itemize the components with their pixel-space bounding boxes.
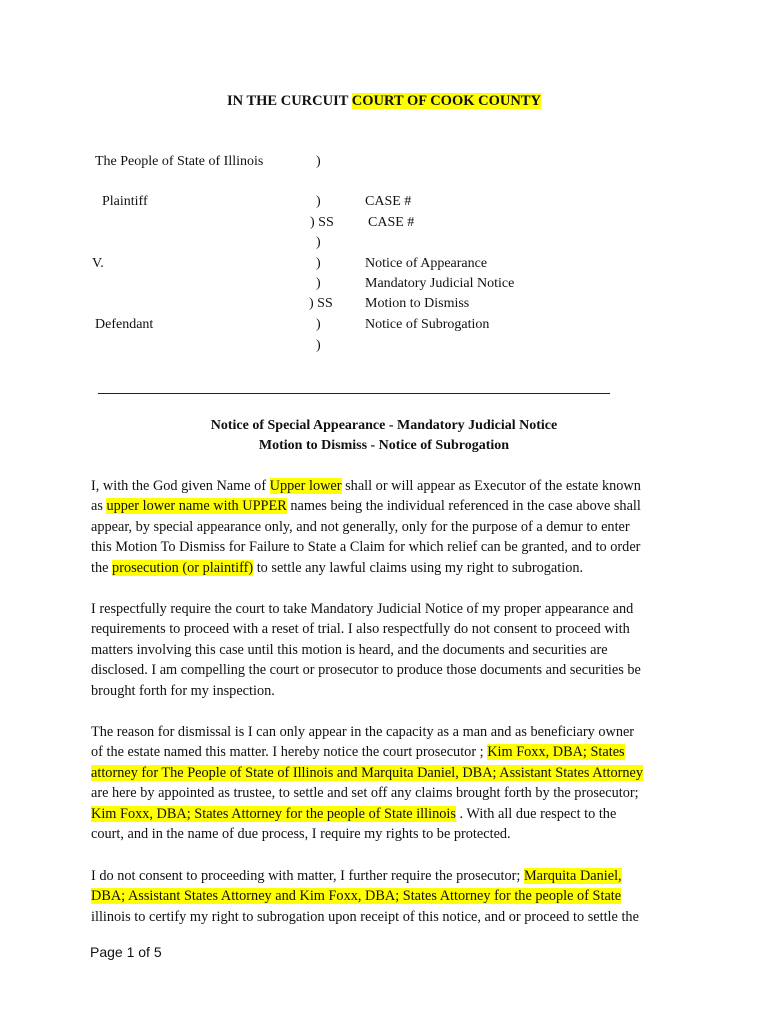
paragraph-4 xyxy=(91,866,691,927)
text-line: court, and in the name of due process, I require my rights to be protected. xyxy=(91,826,511,843)
caption-paren: ) xyxy=(316,256,321,271)
text-line: disclosed. I am compelling the court or prosecutor to produce those documents and securities be xyxy=(91,662,641,679)
highlighted-text: Kim Foxx, DBA; States Attorney for the people of State illinois xyxy=(91,805,456,822)
paragraph-2 xyxy=(91,599,691,701)
text-line: appear, by special appearance only, and not generally, only for the purpose of a demur to enter xyxy=(91,518,630,535)
highlighted-text: attorney for The People of State of Illinois and Marquita Daniel, DBA; Assistant States Attorney xyxy=(91,764,644,781)
text-line: illinois to certify my right to subrogation upon receipt of this notice, and or proceed to settle the xyxy=(91,908,639,925)
notice-heading-line1: Notice of Special Appearance - Mandatory Judicial Notice xyxy=(210,418,558,433)
caption-ss: ) SS xyxy=(310,215,334,230)
text-line: are here by appointed as trustee, to settle and set off any claims brought forth by the prosecutor; xyxy=(91,785,639,802)
text: of the estate named this matter. I hereby notice the court prosecutor ; xyxy=(91,744,488,761)
text: to settle any lawful claims using my right to subrogation. xyxy=(253,559,584,576)
paragraph-1 xyxy=(91,476,691,578)
caption-paren: ) xyxy=(316,235,321,250)
text: shall or will appear as Executor of the estate known xyxy=(341,478,641,494)
caption-paren: ) xyxy=(316,338,321,353)
highlighted-text: Upper lower xyxy=(269,478,342,494)
highlighted-text: Marquita Daniel, xyxy=(523,868,622,884)
highlighted-text: DBA; Assistant States Attorney and Kim Foxx, DBA; States Attorney for the people of State xyxy=(91,888,622,905)
paragraph-3 xyxy=(91,722,691,844)
text: I do not consent to proceeding with matter, I further require the prosecutor; xyxy=(91,868,524,884)
separator-line xyxy=(98,393,610,394)
text: the xyxy=(91,559,113,576)
text-line: The reason for dismissal is I can only appear in the capacity as a man and as beneficiary owner xyxy=(91,724,635,740)
caption-paren: ) xyxy=(316,276,321,291)
notice-heading-line2: Motion to Dismiss - Notice of Subrogation xyxy=(258,438,510,453)
notice-item: Notice of Appearance xyxy=(365,256,488,271)
title-highlight: COURT OF COOK COUNTY xyxy=(351,93,541,109)
case-number-2: CASE # xyxy=(368,215,415,230)
text: names being the individual referenced in the case above shall xyxy=(286,498,641,515)
caption-paren: ) xyxy=(316,154,321,169)
highlighted-text: Kim Foxx, DBA; States xyxy=(487,744,625,761)
text: I, with the God given Name of xyxy=(91,478,270,494)
text-line: matters involving this case until this motion is heard, and the documents and securities are xyxy=(91,641,608,658)
document-title xyxy=(0,93,768,110)
caption-paren: ) xyxy=(316,317,321,332)
notice-item: Motion to Dismiss xyxy=(365,296,470,311)
text-line: I respectfully require the court to take Mandatory Judicial Notice of my proper appearance and xyxy=(91,601,634,617)
case-number-1: CASE # xyxy=(365,194,412,209)
title-prefix: IN THE CURCUIT xyxy=(227,93,352,109)
text-line: requirements to proceed with a reset of trial. I also respectfully do not consent to proceed with xyxy=(91,621,630,638)
plaintiff-label: Plaintiff xyxy=(102,194,148,209)
text: as xyxy=(91,498,107,515)
plaintiff-name: The People of State of Illinois xyxy=(95,154,264,169)
caption-paren: ) xyxy=(316,194,321,209)
text: . With all due respect to the xyxy=(455,805,617,822)
versus-label: V. xyxy=(92,256,104,271)
defendant-label: Defendant xyxy=(95,317,154,332)
highlighted-text: upper lower name with UPPER xyxy=(106,498,287,515)
page-number: Page 1 of 5 xyxy=(90,944,162,960)
text-line: brought forth for my inspection. xyxy=(91,682,275,699)
caption-ss: ) SS xyxy=(309,296,333,311)
highlighted-text: prosecution (or plaintiff) xyxy=(112,559,254,576)
notice-item: Notice of Subrogation xyxy=(365,317,490,332)
notice-item: Mandatory Judicial Notice xyxy=(365,276,515,291)
text-line: this Motion To Dismiss for Failure to State a Claim for which relief can be granted, and to order xyxy=(91,539,641,556)
